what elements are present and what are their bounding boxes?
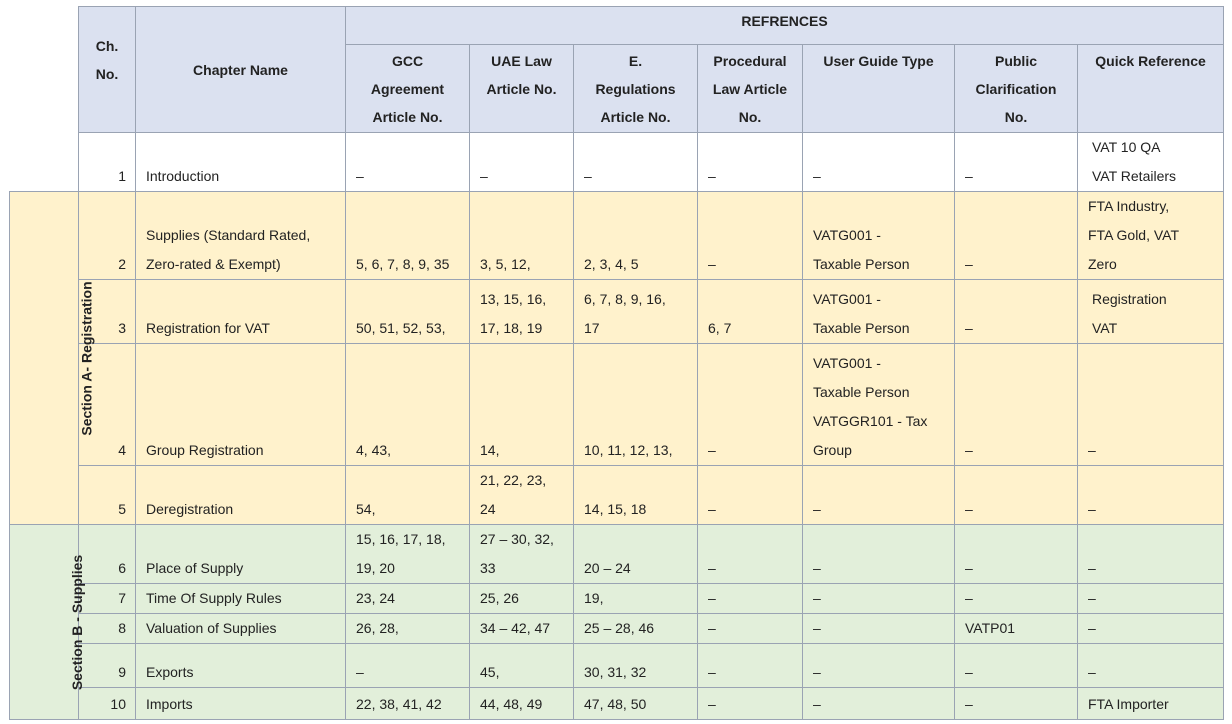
quick-reference: – (1078, 466, 1224, 525)
public-clarification: – (955, 280, 1078, 344)
header-public-clarification: Public Clarification No. (955, 45, 1078, 133)
quick-reference: – (1078, 525, 1224, 584)
quick-reference: VAT 10 QA VAT Retailers (1078, 133, 1224, 192)
user-guide: – (803, 133, 955, 192)
uae-article: 45, (470, 644, 574, 688)
header-ch-no: Ch. No. (79, 7, 136, 133)
chapter-number: 10 (79, 688, 136, 720)
public-clarification: – (955, 644, 1078, 688)
ereg-article: – (574, 133, 698, 192)
user-guide: VATG001 - Taxable Person VATGGR101 - Tax Group (803, 344, 955, 466)
uae-article: 44, 48, 49 (470, 688, 574, 720)
table-row (10, 192, 1224, 280)
gcc-article: – (346, 133, 470, 192)
public-clarification: – (955, 688, 1078, 720)
chapter-name: Exports (136, 644, 346, 688)
chapter-name: Group Registration (136, 344, 346, 466)
ereg-article: 19, (574, 584, 698, 614)
chapter-number: 7 (79, 584, 136, 614)
public-clarification: – (955, 192, 1078, 280)
uae-article: 21, 22, 23, 24 (470, 466, 574, 525)
header-uae: UAE Law Article No. (470, 45, 574, 133)
public-clarification: – (955, 584, 1078, 614)
gcc-article: 4, 43, (346, 344, 470, 466)
ereg-article: 25 – 28, 46 (574, 614, 698, 644)
table-row (10, 614, 1224, 644)
chapter-number: 9 (79, 644, 136, 688)
header-quick-reference: Quick Reference (1078, 45, 1224, 133)
header-user-guide: User Guide Type (803, 45, 955, 133)
ereg-article: 30, 31, 32 (574, 644, 698, 688)
quick-reference: Registration VAT (1078, 280, 1224, 344)
procedural-article: 6, 7 (698, 280, 803, 344)
chapter-name: Place of Supply (136, 525, 346, 584)
user-guide: VATG001 - Taxable Person (803, 280, 955, 344)
section-b-text: Section B - Supplies (69, 554, 86, 690)
table-row (10, 584, 1224, 614)
ereg-article: 2, 3, 4, 5 (574, 192, 698, 280)
procedural-article: – (698, 525, 803, 584)
chapter-name: Registration for VAT (136, 280, 346, 344)
chapter-number: 1 (79, 133, 136, 192)
table-row (10, 688, 1224, 720)
user-guide: – (803, 688, 955, 720)
uae-article: 34 – 42, 47 (470, 614, 574, 644)
chapter-number: 2 (79, 192, 136, 280)
gcc-article: – (346, 644, 470, 688)
public-clarification: – (955, 466, 1078, 525)
gcc-article: 23, 24 (346, 584, 470, 614)
gcc-article: 26, 28, (346, 614, 470, 644)
gcc-article: 22, 38, 41, 42 (346, 688, 470, 720)
gcc-article: 50, 51, 52, 53, (346, 280, 470, 344)
chapter-number: 4 (79, 344, 136, 466)
user-guide: – (803, 466, 955, 525)
table-row (10, 280, 1224, 344)
quick-reference: – (1078, 344, 1224, 466)
gcc-article: 54, (346, 466, 470, 525)
ereg-article: 6, 7, 8, 9, 16, 17 (574, 280, 698, 344)
chapter-number: 3 (79, 280, 136, 344)
chapter-name: Introduction (136, 133, 346, 192)
quick-reference: – (1078, 614, 1224, 644)
procedural-article: – (698, 344, 803, 466)
procedural-article: – (698, 584, 803, 614)
header-references: REFRENCES (346, 7, 1224, 45)
section-a-label (10, 192, 95, 525)
chapter-name: Time Of Supply Rules (136, 584, 346, 614)
uae-article: 14, (470, 344, 574, 466)
procedural-article: – (698, 688, 803, 720)
references-table (9, 6, 1224, 720)
public-clarification: VATP01 (955, 614, 1078, 644)
quick-reference: – (1078, 644, 1224, 688)
chapter-number: 6 (79, 525, 136, 584)
procedural-article: – (698, 192, 803, 280)
user-guide: VATG001 - Taxable Person (803, 192, 955, 280)
chapter-name: Supplies (Standard Rated, Zero-rated & Exempt) (136, 192, 346, 280)
uae-article: 13, 15, 16, 17, 18, 19 (470, 280, 574, 344)
ereg-article: 47, 48, 50 (574, 688, 698, 720)
procedural-article: – (698, 644, 803, 688)
gcc-article: 15, 16, 17, 18, 19, 20 (346, 525, 470, 584)
procedural-article: – (698, 133, 803, 192)
user-guide: – (803, 584, 955, 614)
chapter-name: Valuation of Supplies (136, 614, 346, 644)
corner-blank (10, 7, 79, 133)
public-clarification: – (955, 133, 1078, 192)
ereg-article: 10, 11, 12, 13, (574, 344, 698, 466)
user-guide: – (803, 644, 955, 688)
table-row (10, 466, 1224, 525)
chapter-number: 5 (79, 466, 136, 525)
table-row (10, 644, 1224, 688)
section-a-text: Section A- Registration (78, 280, 95, 436)
quick-reference: – (1078, 584, 1224, 614)
ereg-article: 20 – 24 (574, 525, 698, 584)
user-guide: – (803, 525, 955, 584)
ereg-article: 14, 15, 18 (574, 466, 698, 525)
public-clarification: – (955, 525, 1078, 584)
header-procedural: Procedural Law Article No. (698, 45, 803, 133)
table-row (10, 344, 1224, 466)
procedural-article: – (698, 614, 803, 644)
header-gcc: GCC Agreement Article No. (346, 45, 470, 133)
chapter-number: 8 (79, 614, 136, 644)
uae-article: 3, 5, 12, (470, 192, 574, 280)
uae-article: – (470, 133, 574, 192)
uae-article: 25, 26 (470, 584, 574, 614)
table-row (10, 525, 1224, 584)
section-blank (10, 133, 79, 192)
gcc-article: 5, 6, 7, 8, 9, 35 (346, 192, 470, 280)
section-b-label (10, 525, 86, 720)
chapter-name: Imports (136, 688, 346, 720)
procedural-article: – (698, 466, 803, 525)
public-clarification: – (955, 344, 1078, 466)
quick-reference: FTA Industry, FTA Gold, VAT Zero (1078, 192, 1224, 280)
header-ereg: E. Regulations Article No. (574, 45, 698, 133)
table-row (10, 133, 1224, 192)
quick-reference: FTA Importer (1078, 688, 1224, 720)
chapter-name: Deregistration (136, 466, 346, 525)
header-chapter-name: Chapter Name (136, 7, 346, 133)
user-guide: – (803, 614, 955, 644)
uae-article: 27 – 30, 32, 33 (470, 525, 574, 584)
